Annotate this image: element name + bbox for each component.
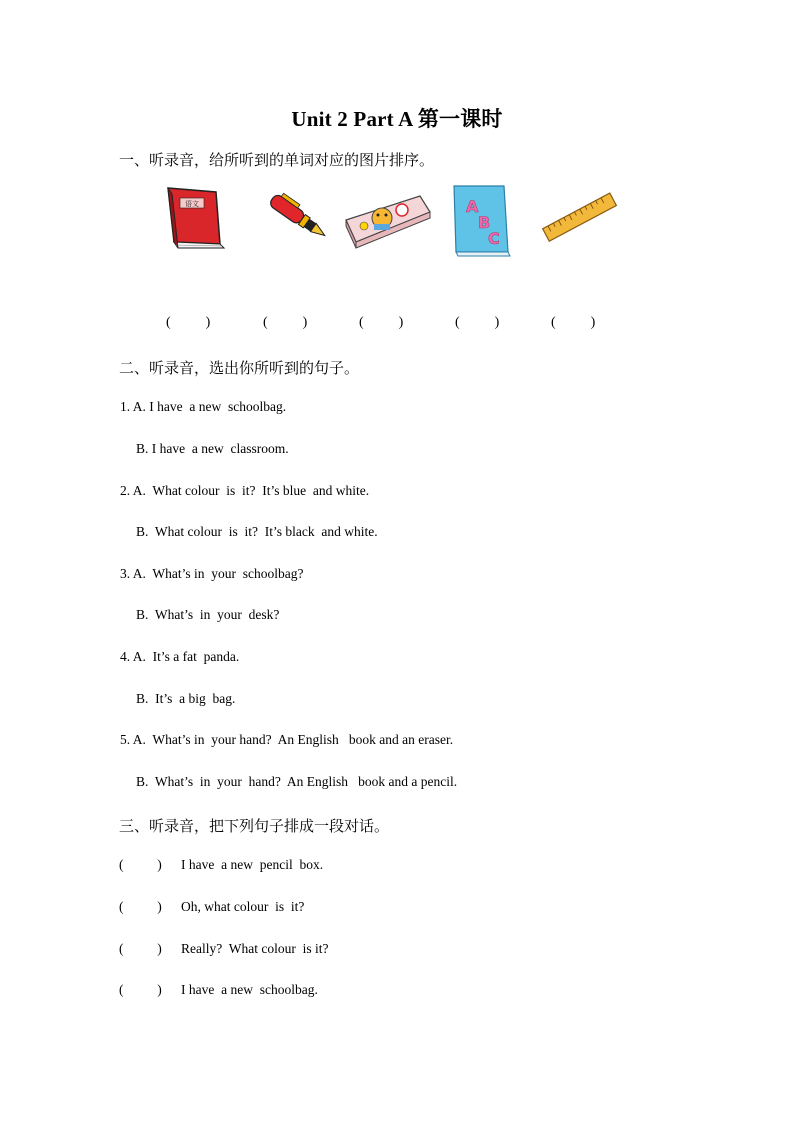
question-5-option-a: 5. A. What’s in your hand? An English book and an eraser. (120, 732, 454, 747)
question-2-option-a: 2. A. What colour is it? It’s blue and white. (120, 483, 370, 498)
dialogue-line (119, 941, 328, 957)
dialogue-line (119, 857, 323, 873)
order-blank[interactable]: ( ) (119, 899, 162, 914)
question-3-option-a: 3. A. What’s in your schoolbag? (120, 566, 304, 581)
abc-book-icon (448, 182, 514, 262)
dialogue-text: I have a new pencil box. (181, 857, 324, 872)
order-blank[interactable]: ( ) (119, 941, 162, 956)
answer-blank[interactable]: ( ) (359, 315, 404, 330)
order-blank[interactable]: ( ) (119, 982, 162, 997)
section-2-heading: 二、听录音，选出你所听到的句子。 (119, 359, 360, 377)
question-4-option-b: B. It’s a big bag. (136, 691, 236, 706)
abc-letter-b: B (478, 213, 491, 232)
answer-blank[interactable]: ( ) (263, 315, 308, 330)
answer-blank[interactable]: ( ) (551, 315, 596, 330)
question-5-option-b: B. What’s in your hand? An English book and a pencil. (136, 774, 458, 789)
abc-letter-c: C (488, 229, 500, 248)
question-1-option-b: B. I have a new classroom. (136, 441, 289, 456)
dialogue-text: I have a new schoolbag. (181, 982, 318, 997)
book-text: 语文 (185, 200, 199, 208)
ruler-icon (540, 182, 620, 262)
question-4-option-a: 4. A. It’s a fat panda. (120, 649, 240, 664)
page-title: Unit 2 Part A 第一课时 (291, 107, 503, 131)
dialogue-line (119, 899, 304, 915)
chinese-book-icon (160, 182, 232, 262)
abc-letter-a: A (466, 197, 479, 216)
dialogue-line (119, 982, 318, 998)
dialogue-text: Really? What colour is it? (181, 941, 329, 956)
question-1-option-a: 1. A. I have a new schoolbag. (120, 399, 287, 414)
fountain-pen-icon (262, 182, 334, 262)
dialogue-text: Oh, what colour is it? (181, 899, 305, 914)
answer-blank[interactable]: ( ) (166, 315, 211, 330)
order-blank[interactable]: ( ) (119, 857, 162, 872)
answer-blank[interactable]: ( ) (455, 315, 500, 330)
question-2-option-b: B. What colour is it? It’s black and white. (136, 524, 378, 539)
question-3-option-b: B. What’s in your desk? (136, 607, 280, 622)
pencil-box-icon (342, 182, 434, 262)
section-1-heading: 一、听录音，给所听到的单词对应的图片排序。 (119, 151, 435, 169)
section-3-heading: 三、听录音，把下列句子排成一段对话。 (119, 817, 390, 835)
